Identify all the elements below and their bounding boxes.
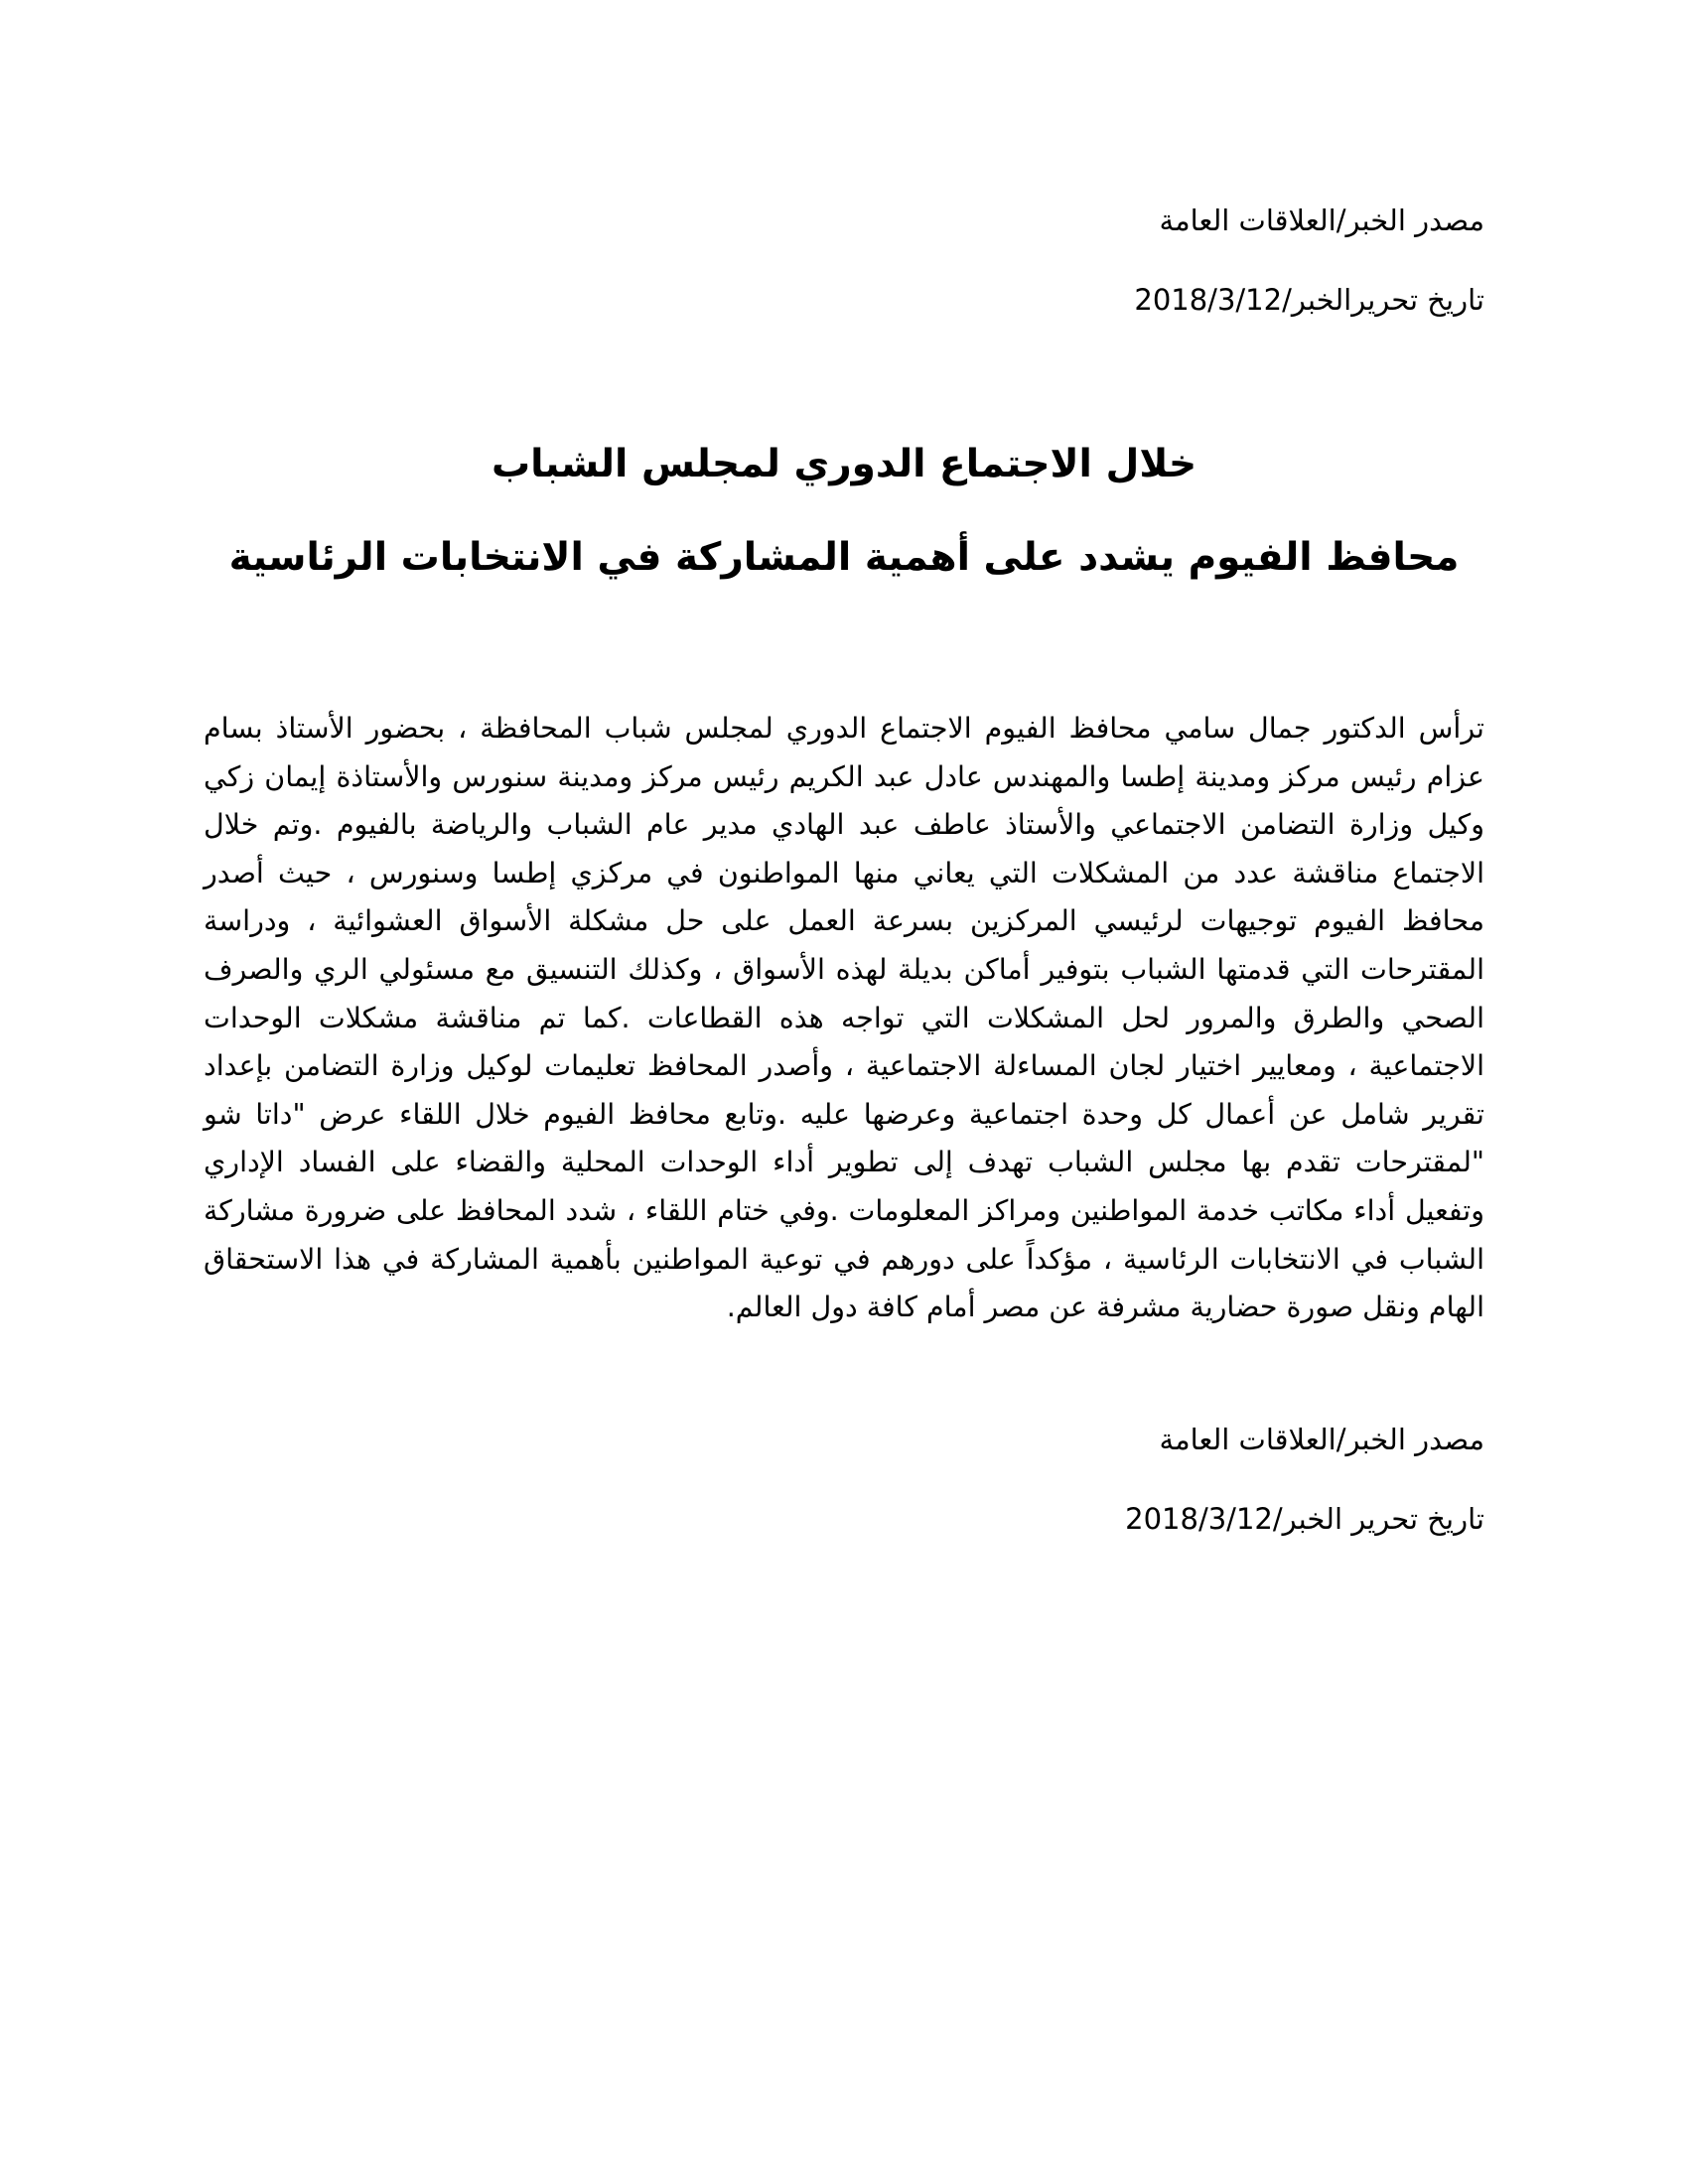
edit-date-top: تاريخ تحريرالخبر/2018/3/12	[1134, 283, 1484, 317]
headline-line-2: محافظ الفيوم يشدد على أهمية المشاركة في الانتخابات الرئاسية	[228, 535, 1460, 580]
edit-date-bottom: تاريخ تحرير الخبر/2018/3/12	[1125, 1502, 1484, 1536]
news-source-top: مصدر الخبر/العلاقات العامة	[1159, 204, 1484, 237]
article-body: ترأس الدكتور جمال سامي محافظ الفيوم الاجتماع الدوري لمجلس شباب المحافظة ، بحضور الأستاذ بسام عزام رئيس مركز ومدينة إطسا والمهندس عادل عبد الكريم رئيس مركز ومدينة سنورس والأستاذة إيمان زكي وكيل وزارة التضامن الاجتماعي والأستاذ عاطف عبد الهادي مدير عام الشباب والرياضة بالفيوم .وتم خلال الاجتماع مناقشة عدد من المشكلات التي يعاني منها المواطنون في مركزي إطسا وسنورس ، حيث أصدر محافظ الفيوم توجيهات لرئيسي المركزين بسرعة العمل على حل مشكلة الأسواق العشوائية ، ودراسة المقترحات التي قدمتها الشباب بتوفير أماكن بديلة لهذه الأسواق ، وكذلك التنسيق مع مسئولي الري والصرف الصحي والطرق والمرور لحل المشكلات التي تواجه هذه القطاعات .كما تم مناقشة مشكلات الوحدات الاجتماعية ، ومعايير اختيار لجان المساءلة الاجتماعية ، وأصدر المحافظ تعليمات لوكيل وزارة التضامن بإعداد تقرير شامل عن أعمال كل وحدة اجتماعية وعرضها عليه .وتابع محافظ الفيوم خلال اللقاء عرض "داتا شو "لمقترحات تقدم بها مجلس الشباب تهدف إلى تطوير أداء الوحدات المحلية والقضاء على الفساد الإداري وتفعيل أداء مكاتب خدمة المواطنين ومراكز المعلومات .وفي ختام اللقاء ، شدد المحافظ على ضرورة مشاركة الشباب في الانتخابات الرئاسية ، مؤكداً على دورهم في توعية المواطنين بأهمية المشاركة في هذا الاستحقاق الهام ونقل صورة حضارية مشرفة عن مصر أمام كافة دول العالم.	[204, 712, 1484, 1324]
headline-line-1: خلال الاجتماع الدوري لمجلس الشباب	[491, 442, 1197, 486]
news-source-bottom: مصدر الخبر/العلاقات العامة	[1159, 1423, 1484, 1456]
